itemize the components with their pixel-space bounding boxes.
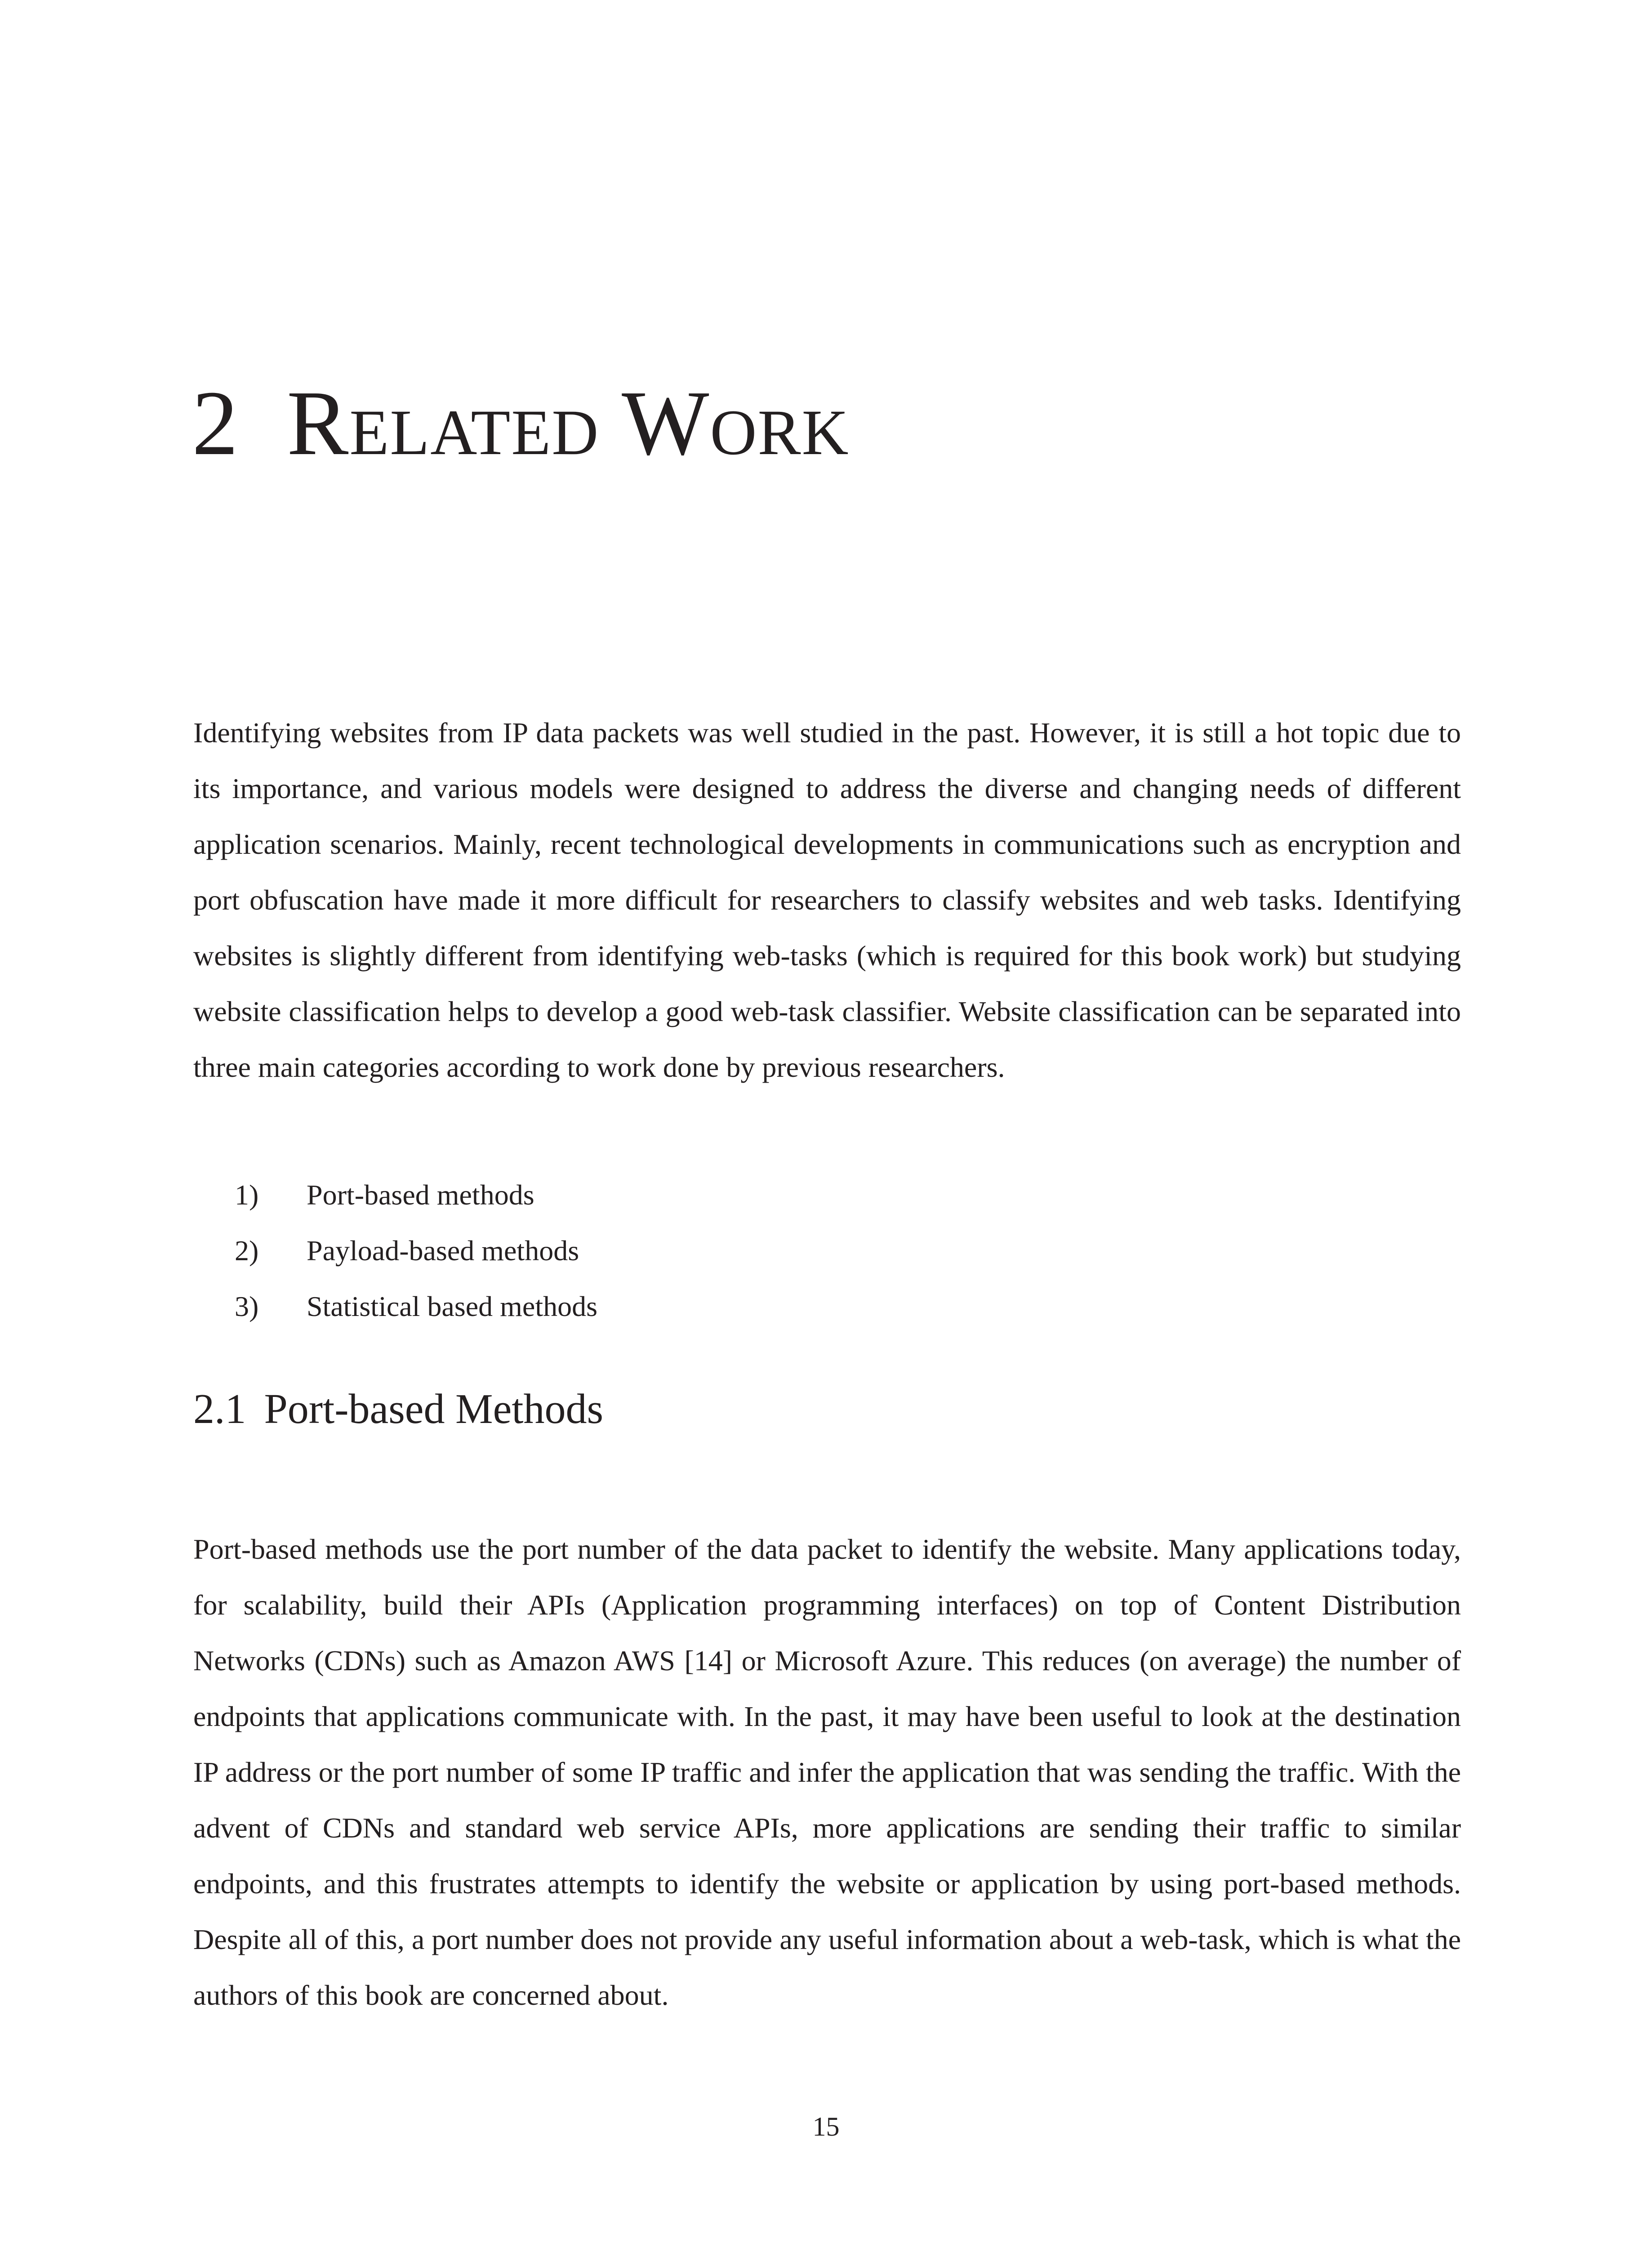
intro-paragraph: Identifying websites from IP data packets was well studied in the past. However, it is still a hot topic due to its importance, and various models were designed to address the diverse and changing needs of different application scenarios. Mainly, recent technological developments in communications such as encryption and port obfuscation have made it more difficult for researchers to classify websites and web tasks. Identifying websites is slightly different from identifying web-tasks (which is required for this book work) but studying website classification helps to develop a good web-task classifier. Website classification can be separated into three main categories according to work done by previous researchers. (193, 717, 1461, 1083)
chapter-heading (192, 371, 850, 474)
chapter-title: Related Work (287, 371, 850, 474)
list-item (193, 1167, 597, 1223)
list-item-number: 1) (235, 1179, 259, 1211)
page-number: 15 (812, 2112, 840, 2141)
list-item-label: Payload-based methods (307, 1235, 579, 1267)
chapter-number: 2 (192, 371, 238, 474)
method-list (193, 1167, 597, 1334)
section-number: 2.1 (193, 1386, 246, 1432)
list-item-label: Statistical based methods (307, 1290, 597, 1322)
list-item-number: 2) (235, 1235, 259, 1267)
list-item-label: Port-based methods (307, 1179, 534, 1211)
list-item (193, 1223, 597, 1279)
section-title: Port-based Methods (264, 1386, 604, 1432)
list-item-number: 3) (235, 1290, 259, 1322)
section-paragraph: Port-based methods use the port number of the data packet to identify the website. Many applications today, for scalability, build their APIs (Application programming interfaces) on top of Content Distribution Networks (CDNs) such as Amazon AWS [14] or Microsoft Azure. This reduces (on average) the number of endpoints that applications communicate with. In the past, it may have been useful to look at the destination IP address or the port number of some IP traffic and infer the application that was sending the traffic. With the advent of CDNs and standard web service APIs, more applications are sending their traffic to similar endpoints, and this frustrates attempts to identify the website or application by using port-based methods. Despite all of this, a port number does not provide any useful information about a web-task, which is what the authors of this book are concerned about. (193, 1533, 1461, 2011)
section-heading (193, 1384, 603, 1435)
list-item (193, 1279, 597, 1334)
